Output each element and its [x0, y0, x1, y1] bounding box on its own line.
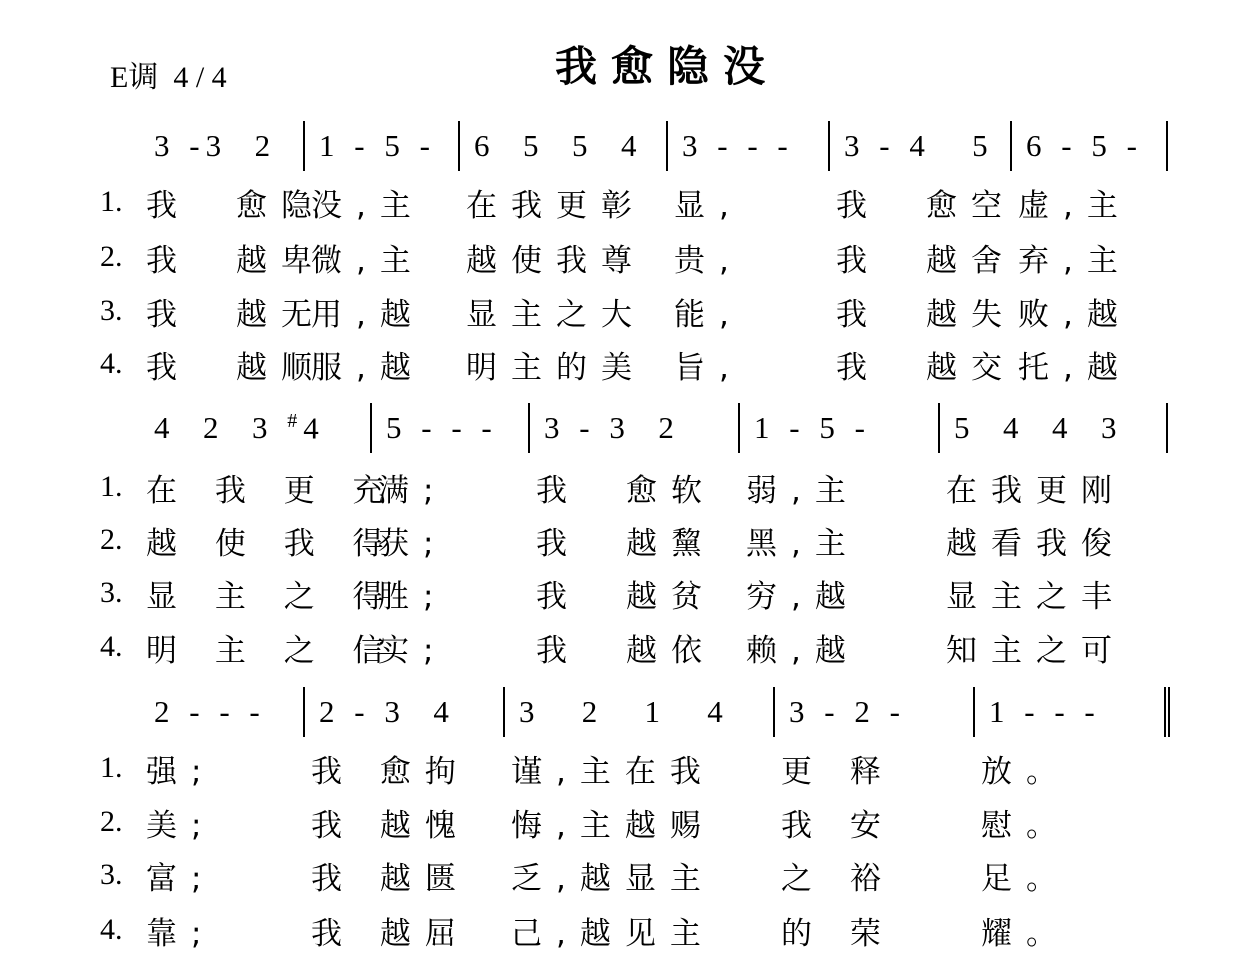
lyric-segment: 更 释 — [781, 753, 895, 790]
lyric-segment: 我 越交 — [836, 349, 1016, 386]
lyric-segment: 放。 — [981, 753, 1071, 790]
lyric-segment: 谨,主在我 — [511, 753, 715, 790]
verse-number: 2. — [100, 523, 123, 556]
verse-number: 1. — [100, 470, 123, 503]
lyric-line — [100, 625, 1168, 669]
lyric-segment: 之 裕 — [781, 860, 895, 897]
lyric-segment: 靠; — [146, 915, 216, 952]
lyric-segment: 满; — [378, 472, 448, 509]
lyric-line — [100, 180, 1168, 224]
notation-line — [100, 690, 1170, 734]
verse-number: 4. — [100, 630, 123, 663]
measure: 6 - 5 - — [1012, 121, 1168, 171]
lyric-segment: 弃,主 — [1018, 242, 1132, 279]
measure: 2 - 3 4 — [305, 687, 505, 737]
lyric-segment: 知主之可 — [946, 632, 1126, 669]
lyric-segment: 我 越依 — [536, 632, 716, 669]
lyric-segment: 败,越 — [1018, 296, 1132, 333]
lyric-segment: 我 愈空 — [836, 187, 1016, 224]
verse-number: 4. — [100, 347, 123, 380]
lyric-segment: 我 愈软 — [536, 472, 716, 509]
lyric-segment: 没,主 — [311, 187, 425, 224]
lyric-segment: 在我更刚 — [946, 472, 1126, 509]
measure: 4 2 3 #4 — [140, 403, 372, 453]
measure: 3 - - - — [668, 121, 830, 171]
lyric-segment: 微,主 — [311, 242, 425, 279]
lyric-segment: 我 安 — [781, 807, 895, 844]
lyric-segment: 显主之大 — [466, 296, 646, 333]
lyric-segment: 托,越 — [1018, 349, 1132, 386]
lyric-segment: 我 越无 — [146, 296, 326, 333]
lyric-segment: 我 越顺 — [146, 349, 326, 386]
lyric-segment: 我 愈隐 — [146, 187, 326, 224]
lyric-segment: 的 荣 — [781, 915, 895, 952]
verse-number: 2. — [100, 240, 123, 273]
lyric-segment: 我 越舍 — [836, 242, 1016, 279]
lyric-segment: 显, — [674, 187, 743, 224]
lyric-segment: 赖,越 — [746, 632, 860, 669]
lyric-segment: 显 主 之 得 — [146, 578, 398, 615]
measure: 1 - 5 - — [740, 403, 940, 453]
lyric-segment: 越看我俊 — [946, 525, 1126, 562]
measure: 3 2 1 4 — [505, 687, 775, 737]
lyric-segment: 虚,主 — [1018, 187, 1132, 224]
lyric-segment: 我 越卑 — [146, 242, 326, 279]
lyric-segment: 能, — [674, 296, 743, 333]
verse-number: 3. — [100, 858, 123, 891]
measure: 6 5 5 4 — [460, 121, 668, 171]
lyric-line — [100, 800, 1170, 844]
lyric-segment: 用,越 — [311, 296, 425, 333]
lyric-segment: 实; — [378, 632, 448, 669]
lyric-segment: 我 越愧 — [311, 807, 470, 844]
lyric-segment: 在 我 更 充 — [146, 472, 398, 509]
lyric-segment: 明主的美 — [466, 349, 646, 386]
measure: 1 - 5 - — [305, 121, 460, 171]
lyric-line — [100, 465, 1168, 509]
measure: 3 - 3 2 — [530, 403, 740, 453]
lyric-segment: 胜; — [378, 578, 448, 615]
verse-number: 1. — [100, 185, 123, 218]
lyric-segment: 乏,越显主 — [511, 860, 715, 897]
lyric-segment: 悔,主越赐 — [511, 807, 715, 844]
lyric-line — [100, 908, 1170, 952]
lyric-segment: 美; — [146, 807, 216, 844]
lyric-segment: 明 主 之 信 — [146, 632, 398, 669]
lyric-line — [100, 342, 1168, 386]
lyric-segment: 贵, — [674, 242, 743, 279]
lyric-line — [100, 853, 1170, 897]
lyric-line — [100, 746, 1170, 790]
lyric-segment: 慰。 — [981, 807, 1071, 844]
lyric-segment: 我 越匮 — [311, 860, 470, 897]
lyric-line — [100, 289, 1168, 333]
lyric-segment: 弱,主 — [746, 472, 860, 509]
verse-number: 3. — [100, 576, 123, 609]
lyric-line — [100, 518, 1168, 562]
lyric-segment: 我 越黧 — [536, 525, 716, 562]
song-title: 我愈隐没 — [555, 42, 780, 91]
lyric-segment: 强; — [146, 753, 216, 790]
lyric-segment: 己,越见主 — [511, 915, 715, 952]
lyric-segment: 我 越失 — [836, 296, 1016, 333]
lyric-segment: 耀。 — [981, 915, 1071, 952]
lyric-segment: 我 越贫 — [536, 578, 716, 615]
notation-line — [100, 406, 1168, 450]
verse-number: 4. — [100, 913, 123, 946]
lyric-segment: 获; — [378, 525, 448, 562]
lyric-segment: 显主之丰 — [946, 578, 1126, 615]
lyric-segment: 我 愈拘 — [311, 753, 470, 790]
measure: 3 -3 2 — [140, 121, 305, 171]
lyric-line — [100, 235, 1168, 279]
lyric-segment: 旨, — [674, 349, 743, 386]
lyric-segment: 富; — [146, 860, 216, 897]
lyric-segment: 越使我尊 — [466, 242, 646, 279]
verse-number: 3. — [100, 294, 123, 327]
lyric-segment: 足。 — [981, 860, 1071, 897]
lyric-segment: 服,越 — [311, 349, 425, 386]
lyric-segment: 穷,越 — [746, 578, 860, 615]
measure: 2 - - - — [140, 687, 305, 737]
verse-number: 1. — [100, 751, 123, 784]
lyric-segment: 黑,主 — [746, 525, 860, 562]
measure: 3 - 4 5 — [830, 121, 1012, 171]
key-signature: E调 4 / 4 — [110, 61, 227, 94]
lyric-segment: 越 使 我 得 — [146, 525, 398, 562]
notation-line — [100, 124, 1168, 168]
lyric-segment: 我 越屈 — [311, 915, 470, 952]
lyric-line — [100, 571, 1168, 615]
measure: 5 4 4 3 — [940, 403, 1168, 453]
measure: 1 - - - — [975, 687, 1170, 737]
lyric-segment: 在我更彰 — [466, 187, 646, 224]
measure: 5 - - - — [372, 403, 530, 453]
verse-number: 2. — [100, 805, 123, 838]
sharp-note: #4 — [287, 409, 325, 446]
measure: 3 - 2 - — [775, 687, 975, 737]
